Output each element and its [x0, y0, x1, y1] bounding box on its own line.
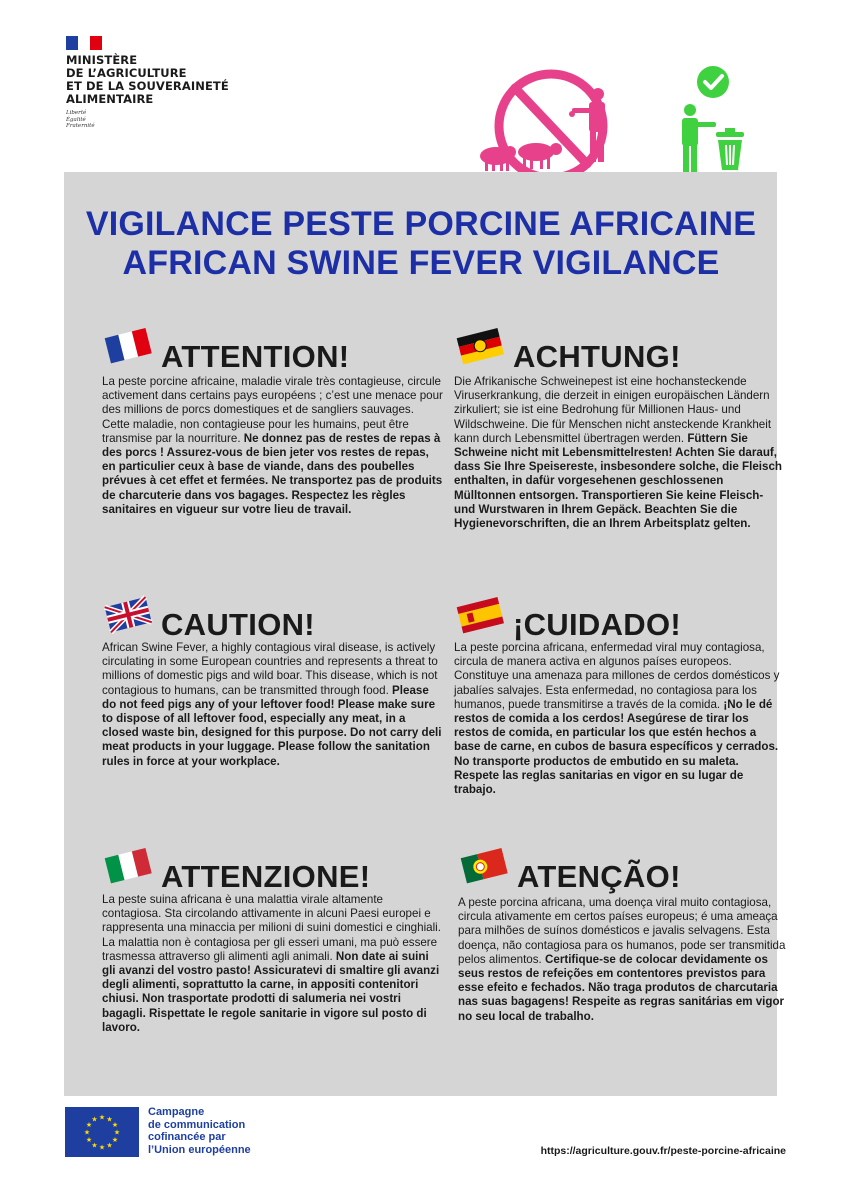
heading-spanish: ¡CUIDADO!	[513, 607, 682, 642]
paragraph-german: Die Afrikanische Schweinepest ist eine hochansteckende Viruserkrankung, die derzeit in einigen europäischen Ländern zirkuliert; sie ist eine Bedrohung für Millionen Haus- und Wildschweine. Die für Menschen nicht ansteckende Krankheit kann durch Lebensmittel übertragen werden. Füttern Sie Schweine nicht mit Lebensmittelresten! Achten Sie darauf, dass Sie Ihre Speisereste, insbesondere solche, die Fleisch enthalten, in dafür vorgesehenen geschlossenen Mülltonnen entsorgen. Transportieren Sie keine Fleisch- und Wurstwaren in Ihrem Gepäck. Beachten Sie die Hygienevorschriften, die an Ihrem Arbeitsplatz gelten.	[454, 375, 782, 531]
eu-star-icon: ★	[111, 1137, 119, 1144]
paragraph-italian: La peste suina africana è una malattia virale altamente contagiosa. Sta circolando attivamente in alcuni Paesi europei e rappresenta una minaccia per milioni di suini domestici e cinghiali. La malattia non è contagiosa per gli esseri umani, ma può essere trasmessa attraverso gli alimenti agli animali. Non date ai suini gli avanzi del vostro pasto! Assicuratevi di smaltire gli avanzi degli alimenti, soprattutto la carne, in appositi contenitori chiusi. Non trasportate prodotti di salumeria nei vostri bagagli. Rispettate le regole sanitarie in vigore sul posto di lavoro.	[102, 893, 441, 1034]
germany-flag-icon	[453, 325, 505, 365]
heading-french: ATTENTION!	[161, 339, 350, 374]
title-french: VIGILANCE PESTE PORCINE AFRICAINE	[85, 205, 757, 243]
eu-cofinancing-notice: Campagne de communication cofinancée par l’Union européenne	[148, 1106, 251, 1156]
heading-german: ACHTUNG!	[513, 339, 681, 374]
france-flag-icon	[101, 325, 153, 365]
uk-flag-icon	[101, 594, 153, 634]
heading-portuguese: ATENÇÃO!	[517, 859, 681, 894]
paragraph-portuguese: A peste porcina africana, uma doença viral muito contagiosa, circula ativamente em certos países europeus; é uma ameaça para milhões de suínos domésticos e javalis selvagens. Esta doença, não contagiosa para os humanos, pode ser transmitida pelos alimentos. Certifique-se de colocar devidamente os seus restos de refeições em contentores previstos para esse efeito e fechados. Não traga produtos de charcutaria nas suas bagagens! Respeite as regras sanitárias em vigor no seu local de trabalho.	[458, 896, 786, 1023]
heading-english: CAUTION!	[161, 607, 315, 642]
title-english: AFRICAN SWINE FEVER VIGILANCE	[122, 244, 720, 282]
eu-star-icon: ★	[98, 1144, 106, 1152]
eu-star-icon: ★	[83, 1129, 91, 1137]
paragraph-spanish: La peste porcina africana, enfermedad viral muy contagiosa, circula de manera activa en algunos países europeos. Constituye una amenaza para millones de cerdos domésticos y jabalíes salvajes. Esta enfermedad, no contagiosa para los humanos, puede transmitirse a través de la comida. ¡No le dé restos de comida a los cerdos! Asegúrese de tirar los restos de comida, en particular los que estén hechos a base de carne, en cubos de basura específicos y cerrados. No transporte productos de embutido en su maleta. Respete las reglas sanitarias en vigor en su lugar de trabajo.	[454, 641, 780, 797]
marianne-flag-icon	[66, 36, 102, 50]
eu-star-icon: ★	[85, 1122, 93, 1129]
republic-motto: Liberté Égalité Fraternité	[66, 110, 95, 129]
eu-star-icon: ★	[111, 1122, 119, 1129]
eu-star-icon: ★	[85, 1137, 93, 1144]
ministry-name: MINISTÈRE DE L’AGRICULTURE ET DE LA SOUVERAINETÉ ALIMENTAIRE	[66, 53, 229, 106]
eu-star-icon: ★	[106, 1142, 113, 1150]
eu-flag-icon	[65, 1107, 139, 1157]
eu-star-icon: ★	[98, 1114, 106, 1122]
spain-flag-icon	[453, 594, 505, 634]
check-mark-icon	[697, 66, 729, 98]
portugal-flag-icon	[457, 845, 509, 885]
eu-star-icon: ★	[91, 1116, 98, 1124]
paragraph-french: La peste porcine africaine, maladie virale très contagieuse, circule activement dans certains pays européens ; c’est une menace pour des millions de porcs domestiques et de sangliers sauvages. Cette maladie, non contagieuse pour les humains, peut être transmise par la nourriture. Ne donnez pas de restes de repas à des porcs ! Assurez-vous de bien jeter vos restes de repas, en particulier ceux à base de viande, dans des poubelles prévues à cet effet et fermées. Ne transportez pas de produits de charcuterie dans vos bagages. Respectez les règles sanitaires en vigueur sur votre lieu de travail.	[102, 375, 443, 516]
paragraph-english: African Swine Fever, a highly contagious viral disease, is actively circulating in some European countries and represents a threat to millions of domestic pigs and wild boar. This disease, which is not contagious to humans, can be transmitted through food. Please do not feed pigs any of your leftover food! Please make sure to dispose of all leftover food, especially any meat, in a closed waste bin, designed for this purpose. Do not carry deli meat products in your luggage. Please follow the sanitation rules in force at your workplace.	[102, 641, 442, 768]
eu-star-icon: ★	[113, 1129, 121, 1137]
person-throwing-food-in-bin-icon	[676, 64, 750, 174]
eu-star-icon: ★	[91, 1142, 98, 1150]
eu-star-icon: ★	[106, 1116, 113, 1124]
heading-italian: ATTENZIONE!	[161, 859, 371, 894]
website-link[interactable]: https://agriculture.gouv.fr/peste-porcine-africaine	[540, 1145, 786, 1157]
government-logo	[66, 36, 229, 130]
italy-flag-icon	[101, 845, 153, 885]
